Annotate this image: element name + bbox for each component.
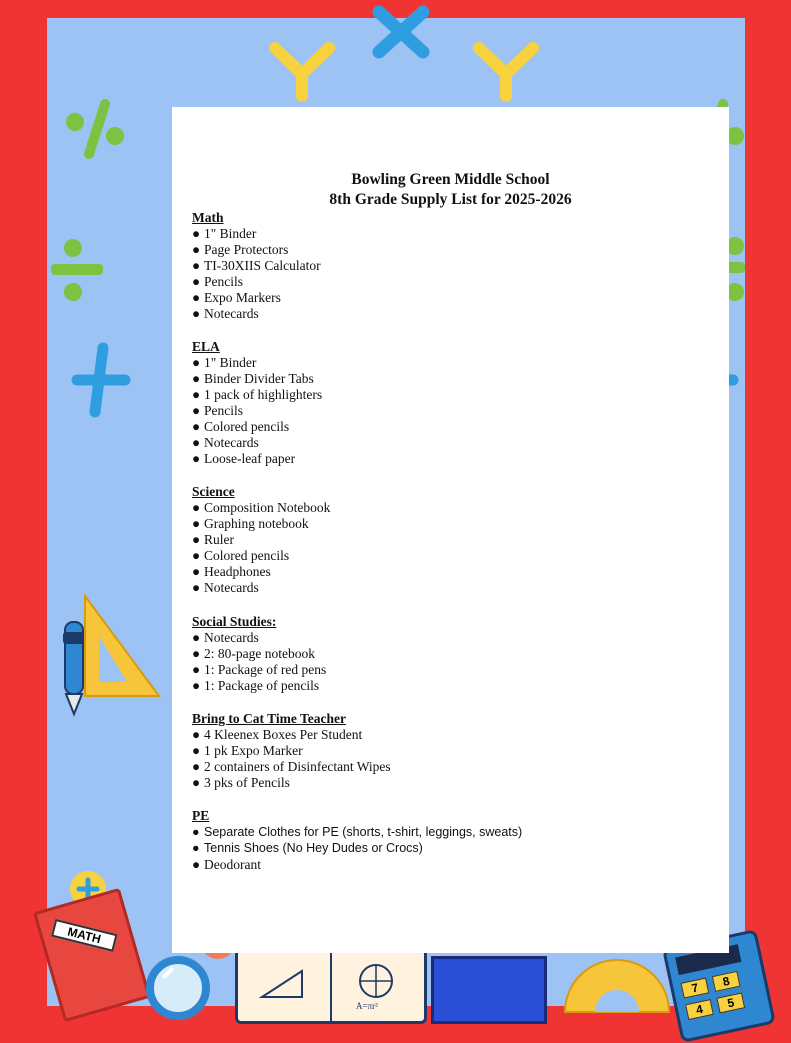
list-item: ● 1 pack of highlighters [192, 387, 323, 402]
list-item: ● Expo Markers [192, 290, 281, 305]
list-item: ● Colored pencils [192, 419, 290, 434]
list-item: ● Composition Notebook [192, 500, 331, 515]
list-item: ● Colored pencils [192, 548, 290, 563]
social-studies-heading: Social Studies: [192, 614, 277, 629]
list-item: ● Notecards [192, 306, 259, 321]
calc-key: 4 [685, 999, 714, 1020]
list-item: ● 1: Package of pencils [192, 678, 320, 693]
y-symbol-icon [269, 44, 335, 96]
list-item: ● Pencils [192, 274, 243, 289]
list-item: ● 1" Binder [192, 355, 257, 370]
plus-symbol-icon [69, 344, 127, 414]
list-item: ● Separate Clothes for PE (shorts, t-shirt, leggings, sweats) [192, 825, 523, 839]
list-item: ● Headphones [192, 564, 271, 579]
list-item: ● Loose-leaf paper [192, 451, 296, 466]
math-book-label: MATH [51, 919, 117, 952]
circle-drawing-icon [356, 961, 396, 1001]
ela-heading: ELA [192, 339, 220, 354]
list-item: ● Tennis Shoes (No Hey Dudes or Crocs) [192, 841, 423, 855]
list-item: ● Notecards [192, 580, 259, 595]
school-name-title: Bowling Green Middle School [351, 171, 550, 188]
list-item: ● Page Protectors [192, 242, 289, 257]
cat-time-heading: Bring to Cat Time Teacher [192, 711, 346, 726]
y-symbol-icon [473, 44, 539, 96]
list-item: ● 3 pks of Pencils [192, 775, 290, 790]
list-item: ● 1" Binder [192, 226, 257, 241]
math-book-icon [33, 888, 151, 1022]
calc-key: 7 [681, 978, 710, 999]
pe-heading: PE [192, 808, 210, 823]
supply-list-sheet [172, 107, 729, 953]
list-item: ● 2 containers of Disinfectant Wipes [192, 759, 391, 774]
set-square-icon [81, 592, 161, 700]
list-item: ● 1 pk Expo Marker [192, 743, 303, 758]
triangle-drawing-icon [258, 967, 306, 1001]
list-item: ● Notecards [192, 630, 259, 645]
list-item: ● Binder Divider Tabs [192, 371, 314, 386]
list-item: ● Ruler [192, 532, 234, 547]
percent-symbol-icon [65, 100, 125, 158]
math-heading: Math [192, 210, 224, 225]
poster-background [47, 18, 745, 1018]
list-item: ● Deodorant [192, 857, 261, 872]
list-item: ● 2: 80-page notebook [192, 646, 315, 661]
list-item: ● Notecards [192, 435, 259, 450]
list-item: ● TI-30XIIS Calculator [192, 258, 321, 273]
blue-cube-icon [431, 956, 547, 1024]
open-notebook-icon [235, 948, 427, 1024]
divide-symbol-icon [51, 238, 103, 302]
list-item: ● Pencils [192, 403, 243, 418]
formula-text: A=πr² [356, 1001, 378, 1011]
science-heading: Science [192, 484, 235, 499]
list-item: ● 4 Kleenex Boxes Per Student [192, 727, 363, 742]
x-symbol-icon [369, 12, 433, 54]
calc-key: 5 [716, 992, 745, 1013]
list-item: ● 1: Package of red pens [192, 662, 327, 677]
calc-key: 8 [712, 971, 741, 992]
supply-list-title: 8th Grade Supply List for 2025-2026 [329, 191, 572, 208]
magnifier-icon [143, 948, 213, 1018]
list-item: ● Graphing notebook [192, 516, 309, 531]
